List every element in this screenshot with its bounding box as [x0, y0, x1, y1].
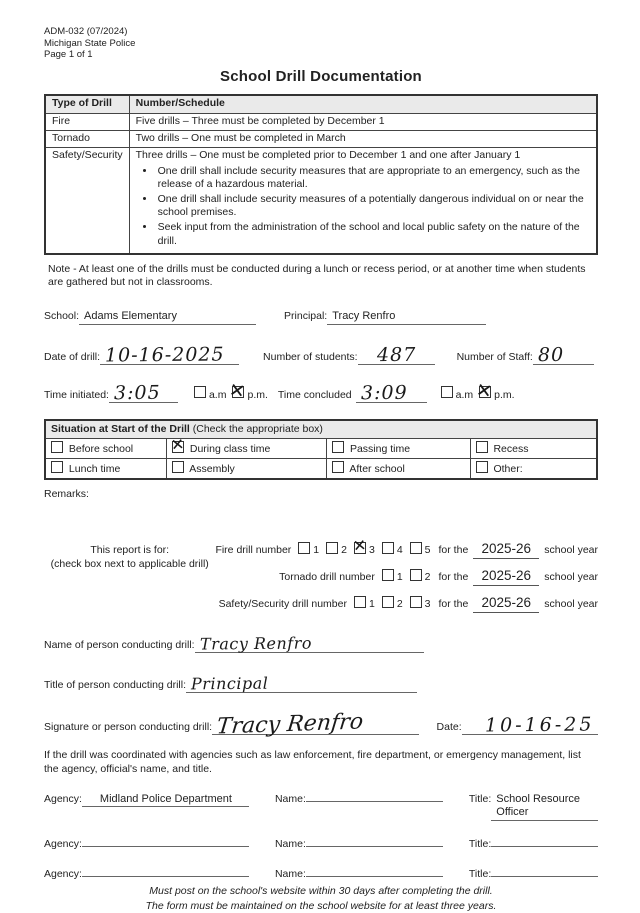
fire-number-5-checkbox[interactable]	[410, 542, 422, 554]
issuing-agency: Michigan State Police	[44, 37, 136, 49]
agency-2-field[interactable]	[82, 846, 249, 847]
table-row	[45, 147, 597, 253]
situation-table	[44, 419, 598, 480]
agency-3-title-field[interactable]	[491, 876, 598, 877]
time-concluded-field[interactable]	[356, 381, 427, 405]
students-value: 487	[376, 343, 417, 366]
signature-date-field[interactable]	[462, 713, 598, 737]
agency-3-field[interactable]	[82, 876, 249, 877]
agency-row-3	[44, 868, 598, 881]
fire-cb-2	[326, 542, 347, 557]
fire-school-year-value: 2025-26	[481, 541, 532, 557]
tornado-number-2-checkbox[interactable]	[410, 569, 422, 581]
signature-date-label: Date:	[436, 721, 462, 734]
school-principal-row	[44, 310, 598, 325]
concluded-pm-checkbox[interactable]	[479, 386, 491, 398]
option-label: Assembly	[189, 463, 235, 476]
name-label: Name:	[274, 838, 306, 851]
date-of-drill-value: 10-16-2025	[104, 343, 225, 367]
safety-number-1-checkbox[interactable]	[354, 596, 366, 608]
recess-checkbox[interactable]	[476, 441, 488, 453]
tornado-number-2-label: 2	[424, 571, 431, 584]
situation-header-row	[45, 420, 597, 439]
safety-cb-1	[354, 596, 375, 611]
tornado-for-the: for the	[438, 571, 469, 584]
concluded-am-label: a.m	[455, 388, 474, 401]
fire-number-4-label: 4	[396, 544, 403, 557]
fire-drill-number-line	[215, 541, 598, 559]
col-number-schedule: Number/Schedule	[129, 95, 597, 113]
principal-field[interactable]	[327, 310, 486, 325]
agency-label: Agency:	[44, 792, 82, 805]
safety-schedule: Three drills – One must be completed prior to December 1 and one after January 1	[135, 148, 521, 161]
report-for-line2: (check box next to applicable drill)	[50, 557, 209, 570]
page-count: Page 1 of 1	[44, 49, 93, 61]
safety-schedule-cell	[129, 147, 597, 253]
safety-bullet: • One drill shall include security measures of a potentially dangerous individual on or near the school premises.	[156, 193, 590, 219]
time-initiated-label: Time initiated:	[44, 388, 109, 401]
tornado-school-year-value: 2025-26	[481, 568, 532, 584]
conductor-name-label: Name of person conducting drill:	[44, 639, 195, 652]
fire-number-2-label: 2	[341, 544, 347, 557]
students-field[interactable]	[358, 343, 435, 366]
other-checkbox[interactable]	[476, 461, 488, 473]
footer-line-2: The form must be maintained on the school website for at least three years.	[145, 899, 497, 912]
lunch-time-checkbox[interactable]	[51, 461, 63, 473]
safety-school-year-value: 2025-26	[481, 595, 532, 611]
agency-1-field[interactable]	[82, 793, 249, 808]
safety-bullet-list	[142, 165, 590, 248]
assembly-checkbox[interactable]	[172, 461, 184, 473]
time-initiated-value: 3:05	[113, 381, 161, 405]
title-label: Title:	[468, 838, 492, 851]
concluded-am-checkbox[interactable]	[441, 386, 453, 398]
tornado-number-1-label: 1	[396, 571, 403, 584]
drill-schedule-table	[44, 94, 598, 254]
initiated-am-label: a.m	[208, 388, 227, 401]
fire-schedule: Five drills – Three must be completed by December 1	[129, 113, 597, 130]
safety-number-2-checkbox[interactable]	[382, 596, 394, 608]
safety-cb-3	[410, 596, 431, 611]
time-row	[44, 381, 598, 405]
before-school-checkbox[interactable]	[51, 441, 63, 453]
conductor-signature-value: Tracy Renfro	[215, 709, 365, 740]
fire-drill-number-label: Fire drill number	[215, 544, 292, 557]
table-header-row	[45, 95, 597, 113]
drill-type-tornado: Tornado	[45, 130, 129, 147]
fire-number-5-label: 5	[424, 544, 431, 557]
agency-row-2	[44, 838, 598, 851]
option-label: Passing time	[349, 443, 411, 456]
time-concluded-label: Time concluded	[277, 388, 352, 401]
conductor-title-label: Title of person conducting drill:	[44, 679, 187, 692]
safety-number-1-label: 1	[368, 598, 375, 611]
during-class-checkbox[interactable]	[172, 441, 184, 453]
footer-notice	[44, 884, 598, 912]
students-label: Number of students:	[263, 350, 358, 363]
fire-cb-1	[298, 542, 319, 557]
drill-type-safety: Safety/Security	[45, 147, 129, 253]
name-label: Name:	[274, 792, 306, 805]
report-for-intro	[44, 541, 215, 613]
school-label: School:	[44, 309, 80, 322]
fire-cb-3	[354, 542, 375, 557]
report-for-lines	[215, 541, 598, 613]
agency-3-name-field[interactable]	[306, 876, 443, 877]
safety-bullet: • Seek input from the administration of the school and local public safety on the nature of the drill.	[156, 221, 590, 247]
staff-field[interactable]	[533, 343, 594, 366]
option-label: Recess	[493, 443, 529, 456]
agency-1-value: Midland Police Department	[99, 792, 232, 805]
situation-row-2	[45, 459, 597, 480]
form-identification	[44, 26, 598, 61]
conductor-signature-field[interactable]	[212, 709, 418, 740]
tornado-cb-1	[382, 569, 403, 584]
initiated-pm-label: p.m.	[247, 388, 268, 401]
agency-intro: If the drill was coordinated with agencies such as law enforcement, fire department, or emergency management, list the agency, official's name, and title.	[44, 749, 581, 775]
school-field[interactable]	[79, 310, 256, 325]
agency-2-name-field[interactable]	[306, 846, 443, 847]
option-label: During class time	[189, 443, 271, 456]
tornado-drill-number-label: Tornado drill number	[279, 571, 375, 584]
staff-value: 80	[537, 343, 565, 366]
fire-number-3-label: 3	[368, 544, 375, 557]
fire-number-1-checkbox[interactable]	[298, 542, 310, 554]
safety-number-3-checkbox[interactable]	[410, 596, 422, 608]
agency-label: Agency:	[44, 838, 82, 851]
option-label: Lunch time	[68, 463, 121, 476]
concluded-pm-label: p.m.	[494, 388, 515, 401]
note-text: Note - At least one of the drills must be conducted during a lunch or recess period, or at another time when students are gathered but not in classrooms.	[48, 262, 586, 288]
table-row	[45, 130, 597, 147]
conductor-name-field[interactable]	[195, 633, 424, 654]
situation-cell	[470, 439, 597, 459]
situation-title: Situation at Start of the Drill	[51, 422, 190, 435]
initiated-pm-checkbox[interactable]	[232, 386, 244, 398]
situation-header	[45, 420, 597, 439]
situation-cell	[327, 459, 471, 480]
date-of-drill-field[interactable]	[100, 343, 239, 367]
situation-cell	[166, 439, 326, 459]
safety-cb-2	[382, 596, 403, 611]
situation-cell	[45, 459, 166, 480]
name-label: Name:	[274, 868, 306, 881]
fire-number-4-checkbox[interactable]	[382, 542, 394, 554]
safety-number-2-label: 2	[396, 598, 403, 611]
date-counts-row	[44, 343, 598, 367]
date-of-drill-label: Date of drill:	[44, 350, 101, 363]
time-initiated-field[interactable]	[109, 381, 178, 405]
situation-cell	[327, 439, 471, 459]
fire-for-the: for the	[438, 544, 469, 557]
conductor-signature-label: Signature or person conducting drill:	[44, 721, 213, 734]
fire-cb-4	[382, 542, 403, 557]
situation-cell	[45, 439, 166, 459]
agency-row-1	[44, 793, 598, 822]
safety-drill-number-line	[215, 595, 598, 613]
conductor-name-row	[44, 633, 598, 654]
agency-label: Agency:	[44, 868, 82, 881]
situation-cell	[166, 459, 326, 480]
agency-1-title-value: School Resource Officer	[496, 792, 581, 819]
safety-drill-number-label: Safety/Security drill number	[218, 598, 347, 611]
staff-label: Number of Staff:	[456, 350, 533, 363]
principal-value: Tracy Renfro	[332, 309, 396, 322]
conductor-signature-row	[44, 709, 598, 740]
option-label: Other:	[493, 463, 523, 476]
form-number: ADM-032 (07/2024)	[44, 26, 128, 37]
remarks-label: Remarks:	[44, 488, 89, 501]
conductor-title-field[interactable]	[186, 673, 417, 694]
passing-time-checkbox[interactable]	[332, 441, 344, 453]
option-label: After school	[349, 463, 405, 476]
tornado-schedule: Two drills – One must be completed in March	[129, 130, 597, 147]
safety-school-year-label: school year	[544, 598, 598, 611]
safety-number-3-label: 3	[424, 598, 431, 611]
col-type-of-drill: Type of Drill	[45, 95, 129, 113]
drill-type-fire: Fire	[45, 113, 129, 130]
safety-for-the: for the	[438, 598, 469, 611]
page-title: School Drill Documentation	[220, 67, 422, 85]
conductor-name-value: Tracy Renfro	[199, 633, 312, 654]
fire-cb-5	[410, 542, 431, 557]
conductor-title-row	[44, 673, 598, 694]
school-value: Adams Elementary	[84, 309, 177, 322]
after-school-checkbox[interactable]	[332, 461, 344, 473]
report-for-section	[44, 541, 598, 613]
fire-school-year-label: school year	[544, 544, 598, 557]
title-label: Title:	[468, 868, 492, 881]
principal-label: Principal:	[284, 309, 328, 322]
tornado-number-1-checkbox[interactable]	[382, 569, 394, 581]
fire-school-year-field[interactable]	[473, 541, 539, 559]
table-row	[45, 113, 597, 130]
conductor-title-value: Principal	[190, 673, 269, 694]
agency-1-title-field[interactable]	[491, 793, 598, 822]
time-concluded-value: 3:09	[360, 381, 408, 405]
report-for-line1: This report is for:	[90, 544, 170, 557]
agency-2-title-field[interactable]	[491, 846, 598, 847]
footer-line-1: Must post on the school's website within 30 days after completing the drill.	[149, 885, 493, 898]
agency-1-name-field[interactable]	[306, 801, 443, 802]
situation-cell	[470, 459, 597, 480]
safety-school-year-field[interactable]	[473, 595, 539, 613]
initiated-am-checkbox[interactable]	[194, 386, 206, 398]
tornado-school-year-label: school year	[544, 571, 598, 584]
situation-subtitle: (Check the appropriate box)	[192, 422, 323, 435]
tornado-school-year-field[interactable]	[473, 568, 539, 586]
signature-date-value: 10-16-25	[484, 713, 595, 737]
fire-number-3-checkbox[interactable]	[354, 542, 366, 554]
fire-number-1-label: 1	[313, 544, 320, 557]
tornado-cb-2	[410, 569, 431, 584]
option-label: Before school	[68, 443, 134, 456]
title-label: Title:	[468, 792, 492, 805]
safety-bullet: • One drill shall include security measures that are appropriate to an emergency, such as the release of a hazardous material.	[156, 165, 590, 191]
fire-number-2-checkbox[interactable]	[326, 542, 338, 554]
situation-row-1	[45, 439, 597, 459]
tornado-drill-number-line	[215, 568, 598, 586]
